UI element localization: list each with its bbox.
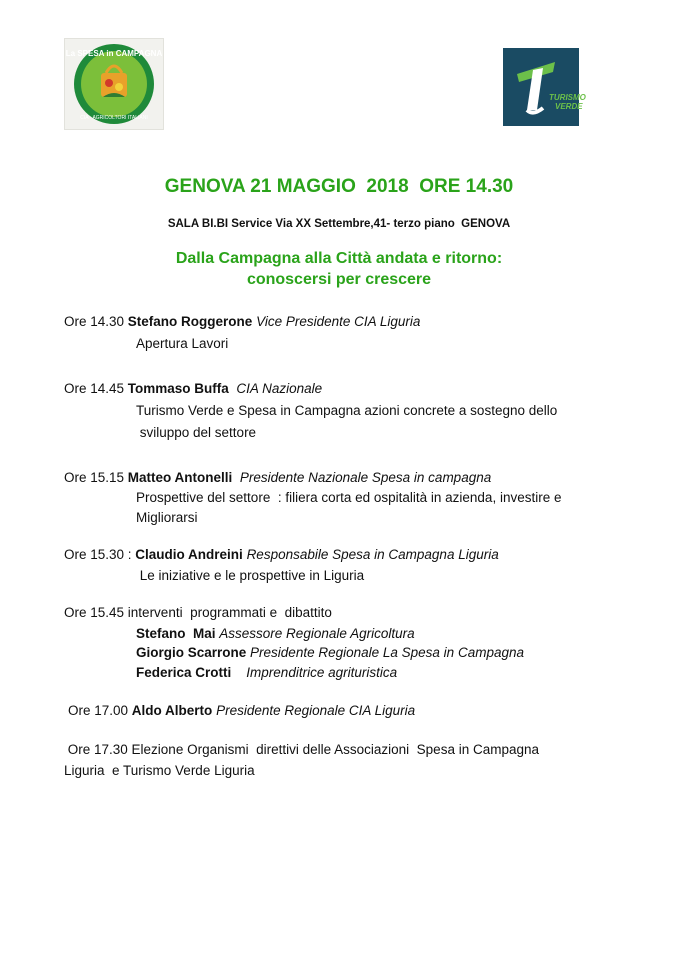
event-title: GENOVA 21 MAGGIO 2018 ORE 14.30: [164, 176, 514, 197]
panelist-1-role: Assessore Regionale Agricoltura: [219, 626, 415, 641]
session-1-speaker: Stefano Roggerone: [127, 314, 253, 329]
session-2-header: [64, 381, 322, 396]
panelist-1-name: Stefano Mai: [136, 626, 216, 641]
session-5-panelist-1: [136, 626, 415, 641]
session-2-description-line1: Turismo Verde e Spesa in Campagna azioni concrete a sostegno dello: [136, 403, 558, 418]
session-6-role: Presidente Regionale CIA Liguria: [216, 703, 416, 718]
logo-right-line1: TURISMO: [549, 93, 586, 102]
session-4-description: Le iniziative e le prospettive in Liguria: [136, 568, 365, 583]
logo-left-top-text: La SPESA in CAMPAGNA: [65, 49, 163, 58]
turismo-verde-logo: [503, 48, 586, 126]
session-4-time: Ore 15.30 :: [64, 547, 136, 562]
session-7-line2: Liguria e Turismo Verde Liguria: [64, 763, 255, 778]
session-3-time: Ore 15.15: [64, 470, 128, 485]
session-6-speaker: Aldo Alberto: [131, 703, 213, 718]
event-subtitle-line1: Dalla Campagna alla Città andata e ritorno:: [175, 250, 503, 267]
session-5-time: Ore 15.45: [64, 605, 128, 620]
session-3-role: Presidente Nazionale Spesa in campagna: [239, 470, 492, 485]
event-subtitle-line2: conoscersi per crescere: [246, 271, 432, 288]
session-1-description: Apertura Lavori: [136, 336, 229, 351]
spesa-in-campagna-emblem: [65, 39, 163, 129]
panelist-3-name: Federica Crotti: [136, 665, 232, 680]
session-5-panelist-3: [136, 665, 397, 680]
logo-right-line2: VERDE: [555, 102, 583, 111]
session-3-description-line2: Migliorarsi: [136, 510, 198, 525]
session-1-time: Ore 14.30: [64, 314, 128, 329]
panelist-2-name: Giorgio Scarrone: [136, 645, 247, 660]
session-3-header: [64, 470, 491, 485]
session-3-speaker: Matteo Antonelli: [127, 470, 233, 485]
session-6-time: Ore 17.00: [68, 703, 132, 718]
logo-left-bottom-text: CIA · AGRICOLTORI ITALIANI: [80, 115, 148, 121]
session-2-role: CIA Nazionale: [236, 381, 323, 396]
session-1-header: [64, 314, 420, 329]
turismo-verde-emblem: [503, 48, 586, 126]
session-5-text: interventi programmati e dibattito: [127, 605, 332, 620]
session-2-description-line2: sviluppo del settore: [136, 425, 257, 440]
session-5-panelist-2: [136, 645, 524, 660]
session-4-role: Responsabile Spesa in Campagna Liguria: [246, 547, 499, 562]
session-6-header: [68, 703, 415, 718]
session-4-header: [64, 547, 499, 562]
panelist-3-role: Imprenditrice agrituristica: [246, 665, 398, 680]
session-4-speaker: Claudio Andreini: [135, 547, 243, 562]
session-2-time: Ore 14.45: [64, 381, 128, 396]
session-2-speaker: Tommaso Buffa: [127, 381, 229, 396]
spesa-in-campagna-logo: [64, 38, 164, 130]
event-venue: SALA BI.BI Service Via XX Settembre,41- terzo piano GENOVA: [167, 218, 511, 230]
session-5-header: [64, 605, 332, 620]
panelist-2-role: Presidente Regionale La Spesa in Campagna: [250, 645, 524, 660]
session-3-description-line1: Prospettive del settore : filiera corta ed ospitalità in azienda, investire e: [136, 490, 562, 505]
session-1-role: Vice Presidente CIA Liguria: [256, 314, 421, 329]
session-7-line1: Ore 17.30 Elezione Organismi direttivi delle Associazioni Spesa in Campagna: [64, 742, 539, 757]
